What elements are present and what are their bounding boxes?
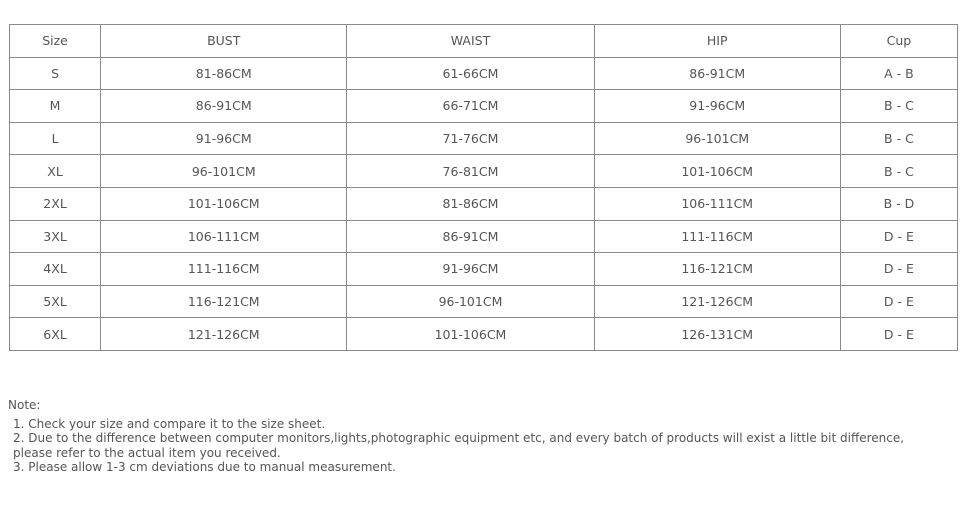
cell-waist: 91-96CM — [347, 253, 594, 286]
cell-bust: 86-91CM — [101, 90, 347, 123]
note-item: 1. Check your size and compare it to the size sheet. — [13, 416, 326, 431]
cell-waist: 81-86CM — [347, 187, 594, 220]
header-cup: Cup — [840, 25, 957, 58]
table-row — [10, 122, 958, 155]
cell-bust: 81-86CM — [101, 57, 347, 90]
cell-hip: 101-106CM — [594, 155, 840, 188]
header-size: Size — [10, 25, 101, 58]
cell-size: M — [10, 90, 101, 123]
table-row — [10, 253, 958, 286]
cell-bust: 116-121CM — [101, 285, 347, 318]
cell-bust: 91-96CM — [101, 122, 347, 155]
cell-waist: 86-91CM — [347, 220, 594, 253]
cell-size: L — [10, 122, 101, 155]
cell-hip: 91-96CM — [594, 90, 840, 123]
cell-cup: B - C — [840, 155, 957, 188]
note-title: Note: — [8, 398, 41, 412]
table-row — [10, 187, 958, 220]
cell-bust: 96-101CM — [101, 155, 347, 188]
cell-hip: 121-126CM — [594, 285, 840, 318]
cell-waist: 101-106CM — [347, 318, 594, 351]
cell-bust: 101-106CM — [101, 187, 347, 220]
table-row — [10, 220, 958, 253]
header-waist: WAIST — [347, 25, 594, 58]
note-item: please refer to the actual item you received. — [13, 445, 281, 460]
cell-cup: D - E — [840, 318, 957, 351]
cell-cup: B - D — [840, 187, 957, 220]
cell-waist: 61-66CM — [347, 57, 594, 90]
note-item: 3. Please allow 1-3 cm deviations due to manual measurement. — [13, 460, 396, 474]
cell-hip: 111-116CM — [594, 220, 840, 253]
table-row — [10, 90, 958, 123]
cell-waist: 71-76CM — [347, 122, 594, 155]
cell-size: S — [10, 57, 101, 90]
size-note — [8, 398, 963, 475]
cell-hip: 116-121CM — [594, 253, 840, 286]
cell-cup: D - E — [840, 253, 957, 286]
header-bust: BUST — [101, 25, 347, 58]
header-hip: HIP — [594, 25, 840, 58]
cell-size: 3XL — [10, 220, 101, 253]
cell-size: 6XL — [10, 318, 101, 351]
cell-size: XL — [10, 155, 101, 188]
table-row — [10, 285, 958, 318]
cell-cup: B - C — [840, 90, 957, 123]
note-item: 2. Due to the difference between computer monitors,lights,photographic equipment etc, and every batch of products will exist a little bit difference, — [13, 431, 905, 445]
cell-cup: A - B — [840, 57, 957, 90]
cell-bust: 121-126CM — [101, 318, 347, 351]
cell-bust: 106-111CM — [101, 220, 347, 253]
cell-waist: 96-101CM — [347, 285, 594, 318]
cell-size: 2XL — [10, 187, 101, 220]
cell-cup: B - C — [840, 122, 957, 155]
cell-bust: 111-116CM — [101, 253, 347, 286]
table-header-row — [10, 25, 958, 58]
table-row — [10, 57, 958, 90]
cell-size: 5XL — [10, 285, 101, 318]
cell-hip: 106-111CM — [594, 187, 840, 220]
cell-waist: 66-71CM — [347, 90, 594, 123]
table-row — [10, 318, 958, 351]
cell-hip: 96-101CM — [594, 122, 840, 155]
cell-cup: D - E — [840, 220, 957, 253]
size-chart-table — [9, 24, 958, 351]
table-row — [10, 155, 958, 188]
cell-hip: 126-131CM — [594, 318, 840, 351]
cell-waist: 76-81CM — [347, 155, 594, 188]
cell-size: 4XL — [10, 253, 101, 286]
cell-cup: D - E — [840, 285, 957, 318]
cell-hip: 86-91CM — [594, 57, 840, 90]
